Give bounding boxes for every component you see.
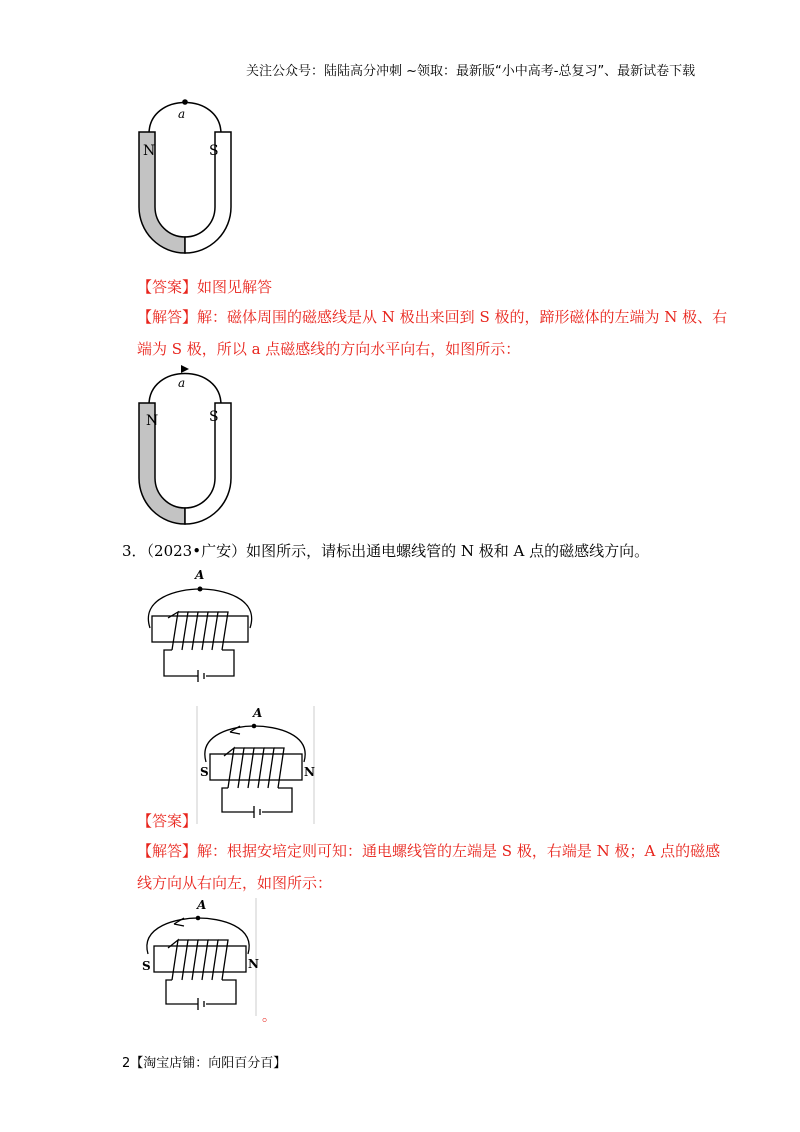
- north-pole-label: N: [248, 957, 259, 971]
- solution-1-line-2: 端为 S 极，所以 a 点磁感线的方向水平向右，如图所示：: [137, 340, 521, 358]
- solution-tag: 【解答】: [137, 308, 198, 326]
- point-label-A: A: [195, 568, 205, 582]
- south-pole-label: S: [142, 959, 151, 973]
- end-mark: 。: [262, 1009, 276, 1025]
- north-pole-label: N: [304, 765, 315, 779]
- answer-tag: 【答案】: [137, 278, 198, 296]
- solution-1-line-1: 【解答】解：磁体周围的磁感线是从 N 极出来回到 S 极的，蹄形磁体的左端为 N 极、右: [137, 308, 728, 326]
- south-pole-label: S: [209, 143, 219, 159]
- answer-1: [137, 276, 272, 297]
- solution-3-line-1: 【解答】解：根据安培定则可知：通电螺线管的左端是 S 极，右端是 N 极；A 点的磁感: [137, 842, 721, 860]
- answer-text: 如图见解答: [197, 278, 273, 296]
- solenoid-figure-question: [138, 568, 268, 690]
- south-pole-label: S: [209, 409, 219, 425]
- horseshoe-magnet-figure-1: [135, 92, 235, 266]
- point-label-a: a: [178, 107, 186, 121]
- south-pole-label: S: [200, 765, 209, 779]
- question-3: 3．（2023•广安）如图所示，请标出通电螺线管的 N 极和 A 点的磁感线方向。: [122, 542, 650, 560]
- point-label-A: A: [197, 898, 207, 912]
- solenoid-figure-answer: [196, 706, 320, 828]
- answer-3: 【答案】: [137, 812, 198, 830]
- north-pole-label: N: [146, 413, 159, 429]
- point-label-a: a: [178, 376, 186, 390]
- field-direction-arrow: [230, 726, 240, 734]
- solution-3-line-2: 线方向从右向左，如图所示：: [137, 874, 333, 892]
- point-label-A: A: [253, 706, 263, 720]
- solenoid-figure-solution: [138, 898, 262, 1020]
- horseshoe-magnet-figure-2: [135, 363, 235, 537]
- page-header: 关注公众号：陆陆高分冲刺 ~领取：最新版“小中高考-总复习”、最新试卷下载: [246, 64, 696, 79]
- solution-tag: 【解答】: [137, 842, 198, 860]
- page-footer: 2【淘宝店铺：向阳百分百】: [122, 1056, 287, 1071]
- north-pole-label: N: [143, 143, 156, 159]
- field-direction-arrow: [181, 365, 189, 373]
